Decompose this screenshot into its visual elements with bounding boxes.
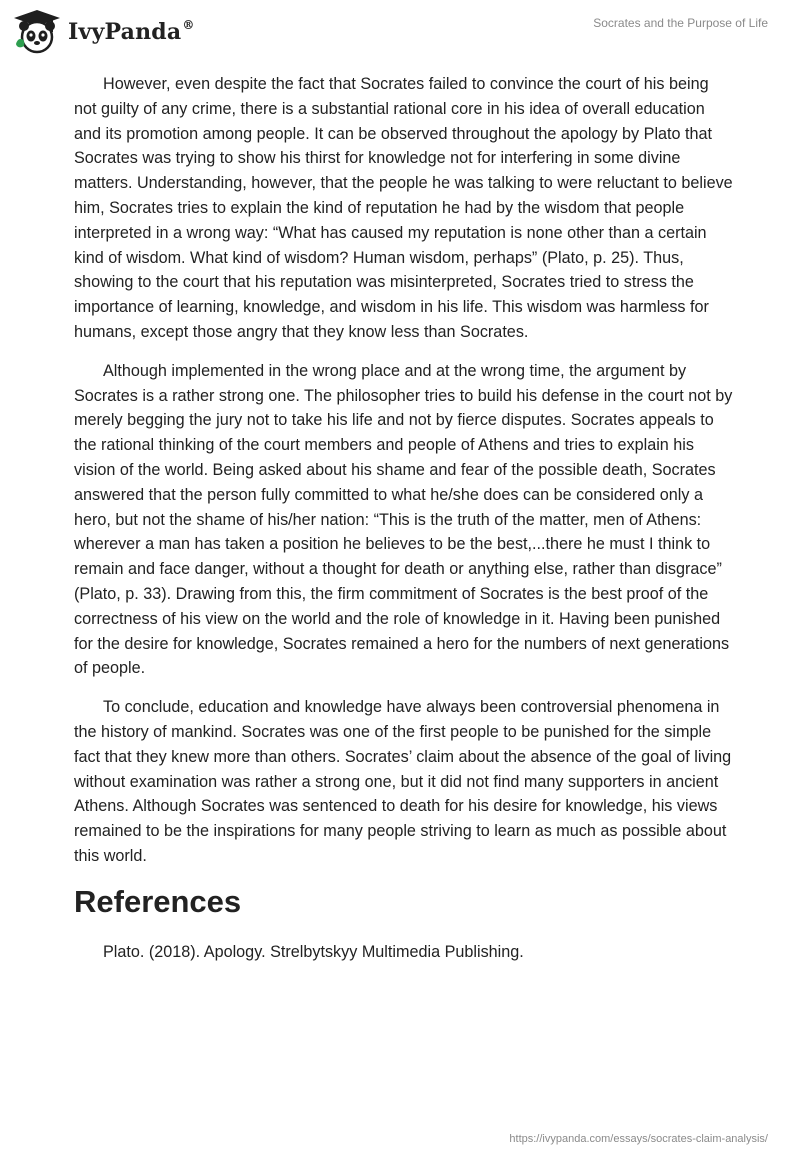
reference-item: Plato. (2018). Apology. Strelbytskyy Multimedia Publishing. <box>103 942 524 961</box>
source-url[interactable]: https://ivypanda.com/essays/socrates-claim-analysis/ <box>509 1133 768 1145</box>
document-title: Socrates and the Purpose of Life <box>593 16 768 30</box>
paragraph-2: Although implemented in the wrong place and at the wrong time, the argument by Socrates is a rather strong one. The philosopher tries to build his defense in the court not by merely begging the jury not to take his life and not by fierce disputes. Socrates appeals to the rational thinking of the court members and people of Athens and tries to explain his vision of the world. Being asked about his shame and fear of the possible death, Socrates answered that the person fully committed to what he/she does can be considered only a hero, but not the shame of his/her nation: “This is the truth of the matter, men of Athens: wherever a man has taken a position he believes to be the best,...there he must I think to remain and face danger, without a thought for death or anything else, rather than disgrace” (Plato, p. 33). Drawing from this, the firm commitment of Socrates is the best proof of the correctness of his view on the world and the role of knowledge in it. Having been punished for the desire for knowledge, Socrates remained a hero for the numbers of next generations of people. <box>74 361 733 678</box>
logo-text: IvyPanda® <box>68 17 195 45</box>
paragraph-1: However, even despite the fact that Socrates failed to convince the court of his being not guilty of any crime, there is a substantial rational core in his idea of overall education and its promotion among people. It can be observed throughout the apology by Plato that Socrates was trying to show his thirst for knowledge not for interfering in some divine matters. Understanding, however, that the people he was talking to were reluctant to believe him, Socrates tries to explain the kind of reputation he had by the wisdom that people interpreted in a wrong way: “What has caused my reputation is none other than a certain kind of wisdom. What kind of wisdom? Human wisdom, perhaps” (Plato, p. 25). Thus, showing to the court that his reputation was misinterpreted, Socrates tried to stress the importance of learning, knowledge, and wisdom in his life. This wisdom was harmless for humans, except those angry that they know less than Socrates. <box>74 75 733 341</box>
panda-graduate-icon <box>12 8 62 54</box>
paragraph-3: To conclude, education and knowledge have always been controversial phenomena in the history of mankind. Socrates was one of the first people to be punished for the simple fact that they knew more than others. Socrates’ claim about the absence of the goal of living without examination was rather a strong one, but it did not find many supporters in ancient Athens. Although Socrates was sentenced to death for his desire for knowledge, his views remained to be the inspirations for many people striving to learn as much as possible about this world. <box>74 698 732 865</box>
ivypanda-logo[interactable] <box>12 8 195 54</box>
essay-body <box>74 72 734 964</box>
references-heading: References <box>74 883 242 919</box>
page-header <box>0 0 800 62</box>
